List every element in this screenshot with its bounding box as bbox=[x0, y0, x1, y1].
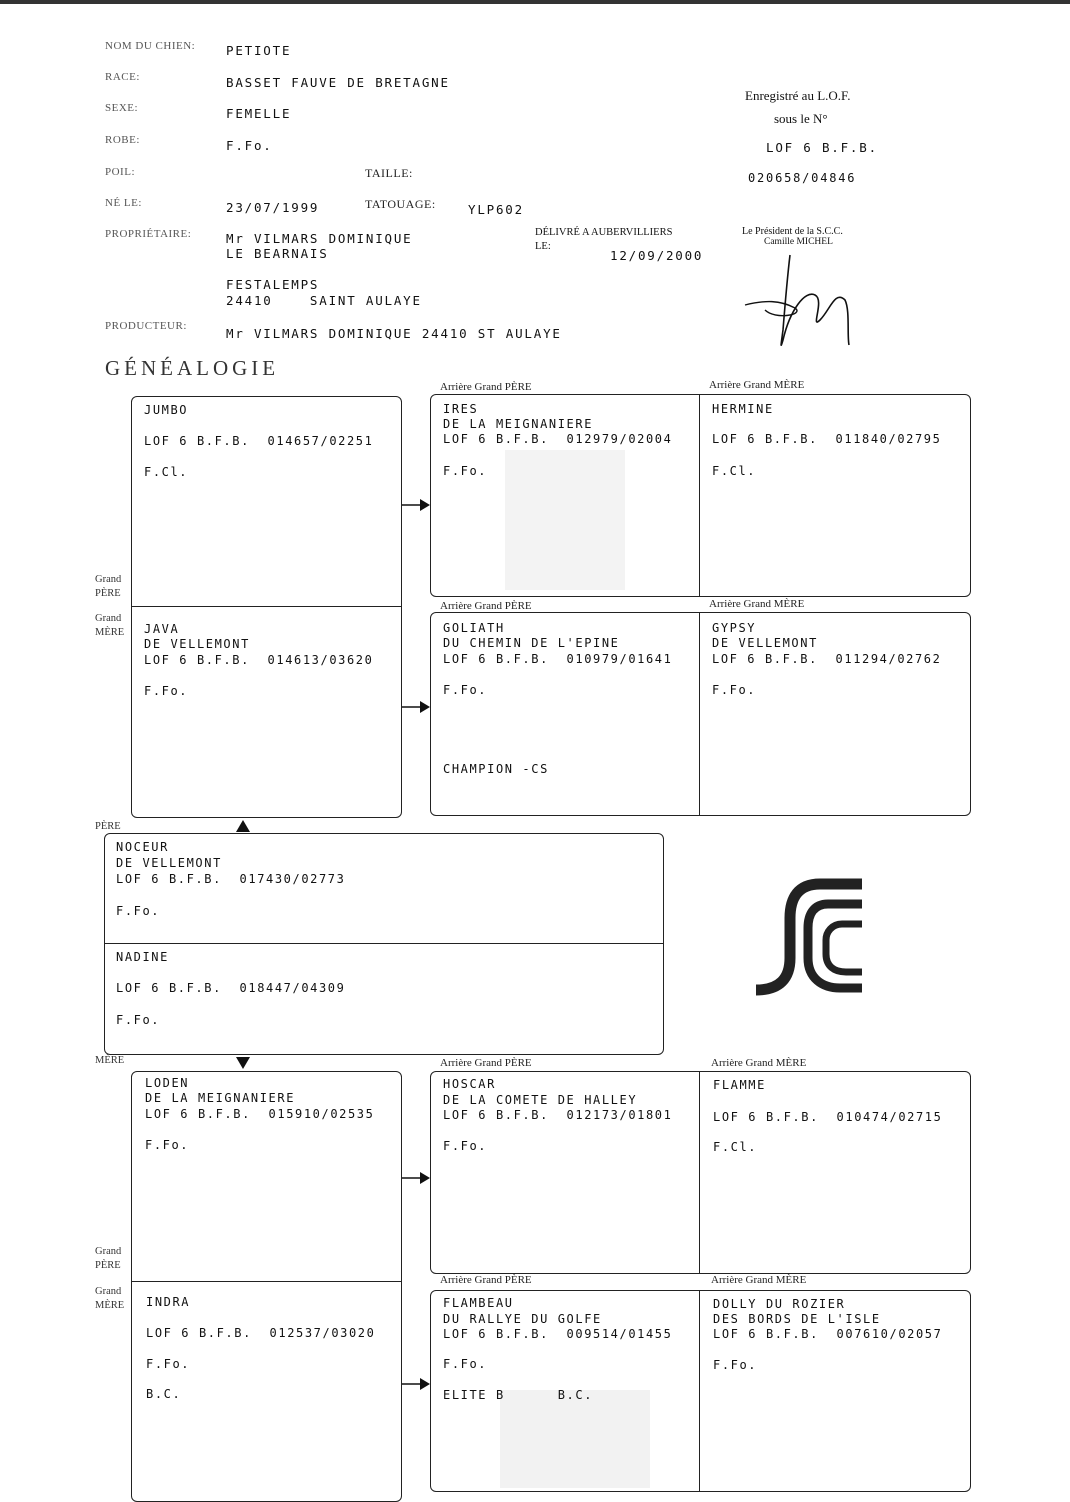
pere-coat: F.Fo. bbox=[116, 904, 161, 918]
owner-line-2: LE BEARNAIS bbox=[226, 246, 329, 261]
side-pere: PÈRE bbox=[95, 821, 121, 832]
gp-pere-coat: F.Cl. bbox=[144, 465, 189, 479]
agm3-lof: LOF 6 B.F.B. 010474/02715 bbox=[713, 1110, 943, 1124]
registered-line-2: sous le N° bbox=[774, 111, 828, 126]
divider bbox=[699, 1071, 700, 1274]
tattoo: YLP602 bbox=[468, 202, 524, 217]
gp-mere-kennel: DE LA MEIGNANIERE bbox=[145, 1091, 296, 1105]
arrow-right-icon bbox=[402, 1376, 432, 1392]
dog-name: PETIOTE bbox=[226, 43, 292, 58]
father-grandparents-box bbox=[131, 396, 402, 818]
caption-agm-3: Arrière Grand MÈRE bbox=[711, 1057, 807, 1069]
agm3-name: FLAMME bbox=[713, 1078, 766, 1092]
label-poil: POIL: bbox=[105, 166, 135, 178]
divider bbox=[104, 943, 664, 944]
label-tatouage: TATOUAGE: bbox=[365, 197, 436, 211]
agp4-name: FLAMBEAU bbox=[443, 1296, 514, 1310]
signature-icon bbox=[735, 250, 885, 360]
sex: FEMELLE bbox=[226, 106, 292, 121]
agm1-name: HERMINE bbox=[712, 402, 774, 416]
gp-mere-coat: F.Fo. bbox=[145, 1138, 190, 1152]
caption-agm-1: Arrière Grand MÈRE bbox=[709, 379, 805, 391]
agp3-name: HOSCAR bbox=[443, 1077, 496, 1091]
owner-line-1: Mr VILMARS DOMINIQUE bbox=[226, 231, 413, 246]
label-ne-le: NÉ LE: bbox=[105, 197, 142, 209]
owner-line-5: 24410 SAINT AULAYE bbox=[226, 293, 422, 308]
gp-pere-name: JUMBO bbox=[144, 403, 189, 417]
side-grand-mere: Grand MÈRE bbox=[95, 613, 125, 638]
label-nom: NOM DU CHIEN: bbox=[105, 40, 196, 52]
label-producteur: PRODUCTEUR: bbox=[105, 320, 187, 332]
gm-pere-name: JAVA bbox=[144, 622, 180, 636]
president-name: Camille MICHEL bbox=[764, 237, 833, 247]
agm2-coat: F.Fo. bbox=[712, 683, 757, 697]
agm4-coat: F.Fo. bbox=[713, 1358, 758, 1372]
caption-agp-4: Arrière Grand PÈRE bbox=[440, 1274, 532, 1286]
caption-agp-3: Arrière Grand PÈRE bbox=[440, 1057, 532, 1069]
agp1-kennel: DE LA MEIGNANIERE bbox=[443, 417, 594, 431]
agp1-coat: F.Fo. bbox=[443, 464, 488, 478]
registration-number: 020658/04846 bbox=[748, 171, 857, 185]
gm-pere-lof: LOF 6 B.F.B. 014613/03620 bbox=[144, 653, 374, 667]
president-title: Le Président de la S.C.C. bbox=[742, 226, 843, 237]
caption-agm-2: Arrière Grand MÈRE bbox=[709, 598, 805, 610]
agm3-coat: F.Cl. bbox=[713, 1140, 758, 1154]
agp2-name: GOLIATH bbox=[443, 621, 505, 635]
mere-name: NADINE bbox=[116, 950, 169, 964]
gp-mere-name: LODEN bbox=[145, 1076, 190, 1090]
issued-date: 12/09/2000 bbox=[610, 248, 704, 263]
mother-grandparents-box bbox=[131, 1071, 402, 1502]
divider bbox=[699, 394, 700, 597]
gm-mere-coat: F.Fo. bbox=[146, 1357, 191, 1371]
agm4-name: DOLLY DU ROZIER bbox=[713, 1297, 846, 1311]
side-mere: MÈRE bbox=[95, 1055, 125, 1066]
registration-lof: LOF 6 B.F.B. bbox=[766, 140, 878, 155]
arrow-up-icon bbox=[234, 818, 252, 834]
side-grand-pere: Grand PÈRE bbox=[95, 574, 122, 599]
mere-lof: LOF 6 B.F.B. 018447/04309 bbox=[116, 981, 346, 995]
agp1-name: IRES bbox=[443, 402, 479, 416]
gm-mere-note: B.C. bbox=[146, 1387, 182, 1401]
issued-at: DÉLIVRÉ A AUBERVILLIERS bbox=[535, 227, 673, 238]
divider bbox=[131, 1281, 402, 1282]
genealogie-title: GÉNÉALOGIE bbox=[105, 356, 280, 380]
agp2-coat: F.Fo. bbox=[443, 683, 488, 697]
scan-smudge bbox=[505, 450, 625, 590]
divider bbox=[131, 606, 402, 607]
agp2-lof: LOF 6 B.F.B. 010979/01641 bbox=[443, 652, 673, 666]
agp3-coat: F.Fo. bbox=[443, 1139, 488, 1153]
caption-agp-1: Arrière Grand PÈRE bbox=[440, 381, 532, 393]
divider bbox=[699, 1290, 700, 1492]
side-grand-mere-2: Grand MÈRE bbox=[95, 1286, 125, 1311]
arrow-right-icon bbox=[402, 497, 432, 513]
label-proprietaire: PROPRIÉTAIRE: bbox=[105, 228, 192, 240]
label-race: RACE: bbox=[105, 71, 140, 83]
coat-colour: F.Fo. bbox=[226, 138, 273, 153]
label-sexe: SEXE: bbox=[105, 102, 139, 114]
scan-smudge bbox=[500, 1390, 650, 1488]
gp-pere-lof: LOF 6 B.F.B. 014657/02251 bbox=[144, 434, 374, 448]
agp4-lof: LOF 6 B.F.B. 009514/01455 bbox=[443, 1327, 673, 1341]
label-robe: ROBE: bbox=[105, 134, 140, 146]
caption-agm-4: Arrière Grand MÈRE bbox=[711, 1274, 807, 1286]
agp3-lof: LOF 6 B.F.B. 012173/01801 bbox=[443, 1108, 673, 1122]
side-grand-pere-2: Grand PÈRE bbox=[95, 1246, 122, 1271]
breed: BASSET FAUVE DE BRETAGNE bbox=[226, 75, 450, 90]
agm4-lof: LOF 6 B.F.B. 007610/02057 bbox=[713, 1327, 943, 1341]
owner-line-4: FESTALEMPS bbox=[226, 277, 320, 292]
gm-mere-lof: LOF 6 B.F.B. 012537/03020 bbox=[146, 1326, 376, 1340]
agm4-kennel: DES BORDS DE L'ISLE bbox=[713, 1312, 881, 1326]
agp4-kennel: DU RALLYE DU GOLFE bbox=[443, 1312, 602, 1326]
agp1-lof: LOF 6 B.F.B. 012979/02004 bbox=[443, 432, 673, 446]
agm2-name: GYPSY bbox=[712, 621, 757, 635]
scc-logo-icon bbox=[750, 878, 870, 998]
birth-date: 23/07/1999 bbox=[226, 200, 320, 215]
pere-lof: LOF 6 B.F.B. 017430/02773 bbox=[116, 872, 346, 886]
agp2-kennel: DU CHEMIN DE L'EPINE bbox=[443, 636, 620, 650]
agp4-title: ELITE B B.C. bbox=[443, 1388, 594, 1402]
label-taille: TAILLE: bbox=[365, 166, 413, 180]
arrow-right-icon bbox=[402, 1170, 432, 1186]
gm-mere-name: INDRA bbox=[146, 1295, 191, 1309]
caption-agp-2: Arrière Grand PÈRE bbox=[440, 600, 532, 612]
mere-coat: F.Fo. bbox=[116, 1013, 161, 1027]
agm1-lof: LOF 6 B.F.B. 011840/02795 bbox=[712, 432, 942, 446]
agm1-coat: F.Cl. bbox=[712, 464, 757, 478]
issued-le-label: LE: bbox=[535, 241, 551, 252]
registered-line-1: Enregistré au L.O.F. bbox=[745, 88, 851, 103]
gm-pere-kennel: DE VELLEMONT bbox=[144, 637, 250, 651]
agp3-kennel: DE LA COMETE DE HALLEY bbox=[443, 1093, 638, 1107]
agm2-kennel: DE VELLEMONT bbox=[712, 636, 818, 650]
agp4-coat: F.Fo. bbox=[443, 1357, 488, 1371]
arrow-down-icon bbox=[234, 1055, 252, 1071]
breeder: Mr VILMARS DOMINIQUE 24410 ST AULAYE bbox=[226, 326, 562, 341]
pere-name: NOCEUR bbox=[116, 840, 169, 854]
arrow-right-icon bbox=[402, 699, 432, 715]
agp2-title: CHAMPION -CS bbox=[443, 762, 549, 776]
gp-mere-lof: LOF 6 B.F.B. 015910/02535 bbox=[145, 1107, 375, 1121]
top-border bbox=[0, 0, 1070, 4]
agm2-lof: LOF 6 B.F.B. 011294/02762 bbox=[712, 652, 942, 666]
gm-pere-coat: F.Fo. bbox=[144, 684, 189, 698]
divider bbox=[699, 612, 700, 816]
pere-kennel: DE VELLEMONT bbox=[116, 856, 222, 870]
